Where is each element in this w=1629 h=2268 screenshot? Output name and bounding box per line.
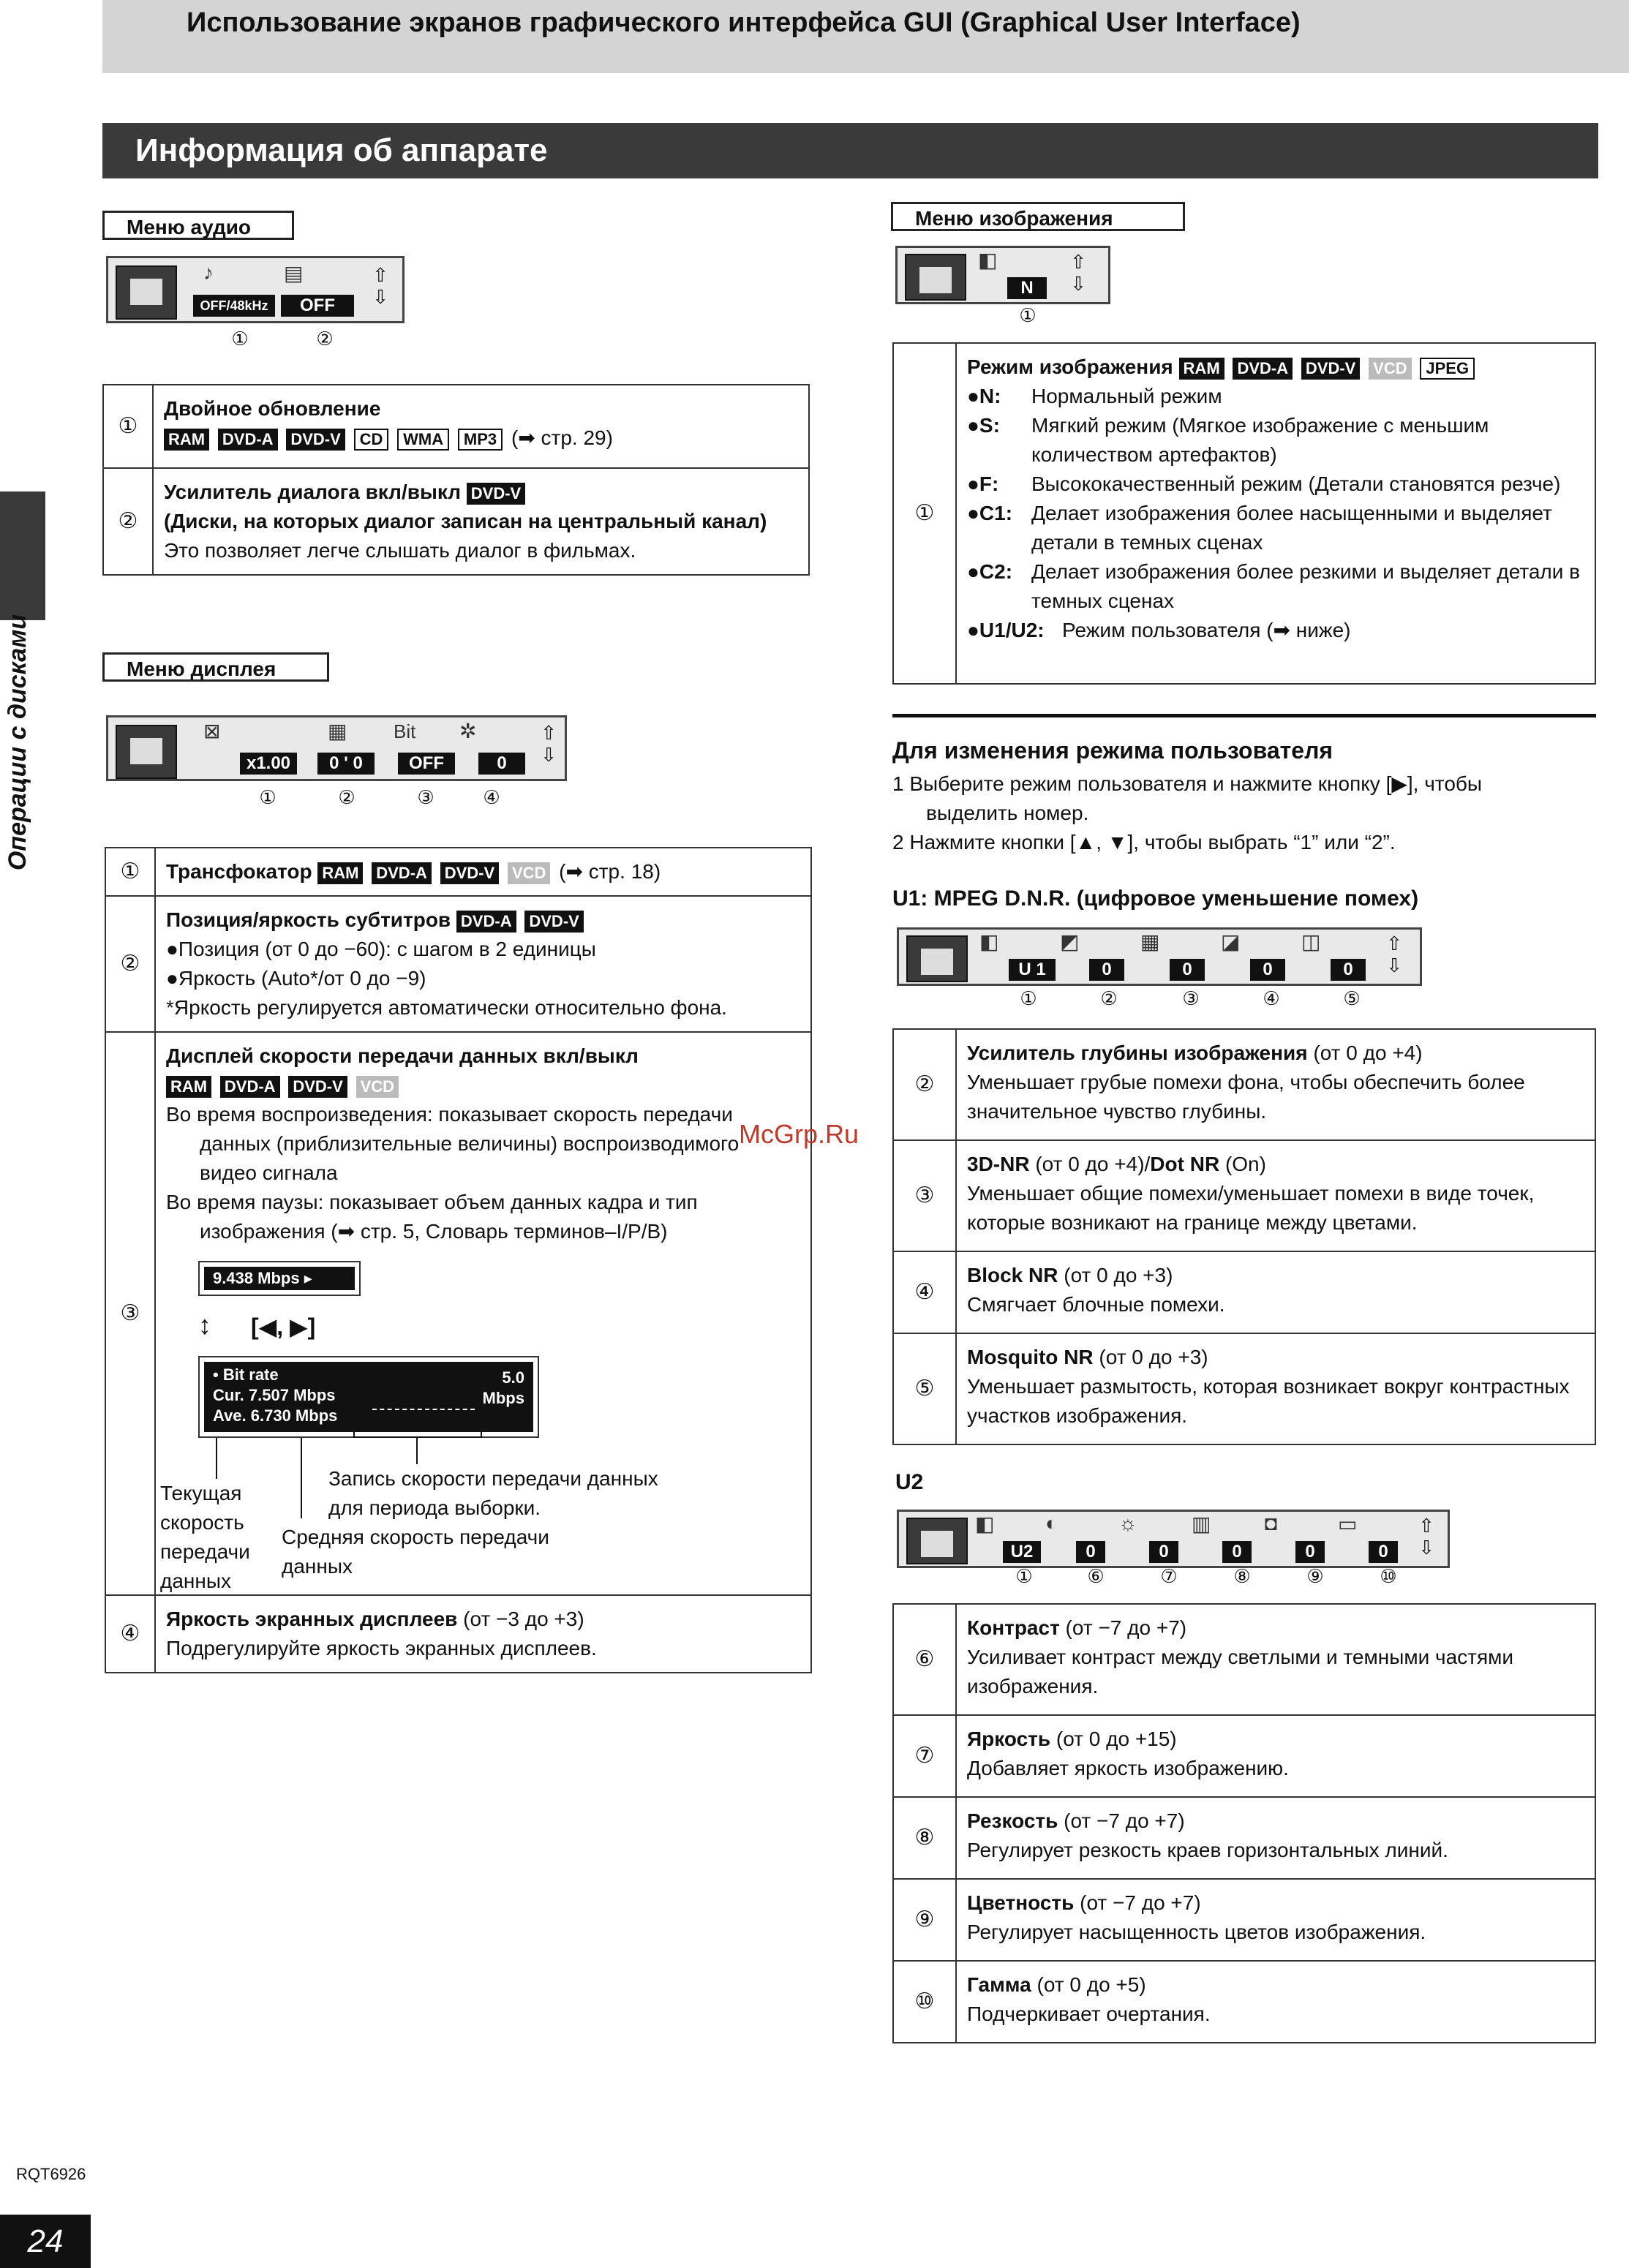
badge: DVD-V (440, 862, 499, 884)
average-bitrate: Ave. 6.730 Mbps (213, 1406, 338, 1425)
u2-value: 0 (1149, 1541, 1178, 1563)
callout-number: ① (1020, 987, 1037, 1009)
badge: DVD-V (288, 1076, 347, 1098)
table-row (893, 1604, 1595, 1715)
row-desc: Регулирует резкость краев горизонтальных линий. (967, 1839, 1448, 1861)
header-title: Использование экранов графического интерфейса GUI (Graphical User Interface) (187, 7, 1301, 38)
row-title: Гамма (967, 1973, 1031, 1996)
picture-icon (906, 1518, 968, 1564)
model-code: RQT6926 (16, 2165, 86, 2183)
page-ref: (➡ стр. 29) (511, 426, 613, 449)
row-title: Дисплей скорости передачи данных вкл/выкл (166, 1044, 639, 1067)
callout-number: ① (1015, 1565, 1033, 1587)
u1-value: 0 (1331, 959, 1366, 981)
row-title: Резкость (967, 1809, 1058, 1832)
divider (892, 714, 1596, 717)
row-desc: Уменьшает грубые помехи фона, чтобы обеспечить более значительное чувство глубины. (967, 1071, 1525, 1123)
row-title: Контраст (967, 1616, 1060, 1639)
callout-number: ⑧ (1233, 1565, 1251, 1587)
step-1: 1 Выберите режим пользователя и нажмите кнопку [▶], чтобы выделить номер. (892, 772, 1483, 824)
picture-icon (905, 254, 966, 301)
row-title: 3D-NR (967, 1153, 1030, 1175)
dual-mono-icon: ♪ (203, 261, 214, 284)
list-item (967, 470, 1584, 499)
section-title: Информация об аппарате (102, 123, 1598, 178)
callout-number: ③ (1182, 987, 1200, 1009)
row-range: (от −7 до +7) (1059, 1616, 1187, 1639)
callout-number: ⑩ (1380, 1565, 1397, 1587)
badge: VCD (1369, 358, 1411, 380)
table-row (893, 1715, 1595, 1797)
badge: DVD-A (456, 911, 516, 933)
row-line: ●Позиция (от 0 до −60): с шагом в 2 единицы (166, 938, 596, 960)
row-title: Усилитель глубины изображения (967, 1041, 1308, 1064)
brightness-icon: ✲ (459, 720, 477, 742)
block-nr-icon: ◪ (1221, 930, 1241, 953)
page-ref: (➡ стр. 18) (559, 860, 661, 883)
row-number: ① (103, 385, 153, 468)
mosquito-nr-icon: ◫ (1301, 930, 1321, 953)
row-desc: Уменьшает размытость, которая возникает вокруг контрастных участков изображения. (967, 1375, 1570, 1427)
table-row (893, 1029, 1595, 1140)
callout-number: ① (259, 786, 276, 808)
table-row (893, 1333, 1595, 1444)
user-mode-title: Для изменения режима пользователя (892, 737, 1333, 764)
badge: DVD-V (286, 429, 345, 451)
side-tab (0, 491, 45, 620)
row-desc: Подчеркивает очертания. (967, 2003, 1211, 2025)
badge: DVD-A (220, 1076, 280, 1098)
list-item (967, 557, 1584, 616)
bitrate-graph (372, 1372, 475, 1410)
badge: MP3 (458, 429, 503, 451)
row-number: ① (893, 343, 956, 684)
brightness-value: 0 (478, 753, 525, 775)
badge: RAM (164, 429, 209, 451)
table-row (103, 468, 809, 575)
item-value: Делает изображения более резкими и выделяет детали в темных сценах (1031, 560, 1581, 612)
row-title: Позиция/яркость субтитров (166, 908, 451, 931)
caption-current: Текущая скорость передачи данных (160, 1482, 250, 1592)
item-key: ●S: (967, 414, 1000, 437)
row-range: (от 0 до +4)/ (1029, 1153, 1151, 1175)
u1-table (892, 1028, 1596, 1445)
watermark: McGrp.Ru (739, 1119, 859, 1149)
badge: DVD-A (372, 862, 432, 884)
row-number: ① (105, 848, 155, 896)
item-value: Делает изображения более насыщенными и выделяет детали в темных сценах (1031, 502, 1552, 554)
bitrate-label: • Bit rate (213, 1365, 279, 1384)
row-title: Dot NR (1150, 1153, 1220, 1175)
caption-record: Запись скорости передачи данных для периода выборки. (328, 1467, 658, 1519)
row-number: ③ (105, 1032, 155, 1595)
row-title: Яркость (967, 1728, 1051, 1750)
u2-value: U2 (1003, 1541, 1041, 1563)
row-title: Mosquito NR (967, 1346, 1094, 1368)
row-para: Во время воспроизведения: показывает скорость передачи данных (приблизительные величины) воспроизводимого видео сигнала (166, 1103, 740, 1184)
table-row (105, 848, 811, 896)
row-range: (On) (1219, 1153, 1266, 1175)
u1-value: 0 (1250, 959, 1285, 981)
callout-number: ② (316, 328, 334, 350)
badge: DVD-A (1233, 358, 1293, 380)
table-row (103, 385, 809, 468)
badge: JPEG (1420, 358, 1475, 380)
audio-gui (106, 256, 405, 323)
zoom-value: x1.00 (240, 753, 297, 775)
mode-icon: ◧ (975, 1512, 995, 1535)
badge: DVD-V (524, 911, 583, 933)
row-title: Block NR (967, 1264, 1058, 1286)
row-desc: Регулирует насыщенность цветов изображения. (967, 1921, 1426, 1943)
callout-number: ⑤ (1343, 987, 1361, 1009)
u2-value: 0 (1369, 1541, 1398, 1563)
row-range: (от −7 до +7) (1058, 1809, 1185, 1832)
item-key: ●C2: (967, 560, 1013, 583)
u1-title: U1: MPEG D.N.R. (цифровое уменьшение помех) (892, 886, 1419, 911)
row-number: ③ (893, 1140, 956, 1251)
row-title: Усилитель диалога вкл/выкл (164, 481, 461, 503)
leader-line (301, 1438, 302, 1518)
row-desc: Подрегулируйте яркость экранных дисплеев. (166, 1637, 597, 1659)
row-desc: Усиливает контраст между светлыми и темными частями изображения. (967, 1646, 1514, 1698)
subtitle-icon: ▦ (328, 720, 347, 742)
badge: RAM (1179, 358, 1224, 380)
badge: VCD (508, 862, 550, 884)
row-number: ④ (893, 1251, 956, 1333)
callout-number: ⑥ (1087, 1565, 1105, 1587)
sharpness-icon: ▥ (1192, 1512, 1211, 1535)
row-range: (от 0 до +15) (1050, 1728, 1177, 1750)
row-number: ⑨ (893, 1879, 956, 1961)
graph-scale: 5.0 (502, 1368, 524, 1387)
table-row (893, 343, 1595, 684)
picture-mode-value: N (1007, 277, 1047, 299)
picture-menu-label: Меню изображения (891, 202, 1185, 231)
row-number: ⑤ (893, 1333, 956, 1444)
callout-number: ④ (483, 786, 500, 808)
contrast-icon: ◐ (1045, 1512, 1058, 1534)
badge: DVD-V (467, 483, 525, 505)
callout-number: ① (1019, 304, 1037, 326)
caption-average: Средняя скорость передачи данных (282, 1526, 549, 1578)
current-bitrate: Cur. 7.507 Mbps (213, 1386, 336, 1404)
item-value: Режим пользователя (➡ ниже) (1062, 619, 1351, 641)
row-desc: Добавляет яркость изображению. (967, 1757, 1289, 1779)
table-row (105, 1595, 811, 1673)
table-row (893, 1140, 1595, 1251)
row-range: (от −3 до +3) (463, 1608, 584, 1630)
row-number: ② (105, 896, 155, 1032)
u1-gui (897, 927, 1422, 986)
brightness-icon: ☼ (1118, 1512, 1137, 1534)
audio-table (102, 384, 810, 576)
callout-number: ② (1100, 987, 1118, 1009)
table-row (893, 1961, 1595, 2043)
row-range: (от −7 до +7) (1074, 1891, 1201, 1914)
badge: DVD-V (1301, 358, 1360, 380)
callout-number: ⑦ (1160, 1565, 1178, 1587)
row-number: ⑥ (893, 1604, 956, 1715)
item-value: Нормальный режим (1031, 385, 1222, 407)
speaker-icon (116, 265, 177, 320)
picture-icon (906, 935, 968, 982)
display-table (105, 847, 812, 1673)
bit-rate-icon: Bit (394, 720, 416, 742)
row-title: Трансфокатор (166, 860, 312, 883)
row-number: ② (893, 1029, 956, 1140)
color-icon: ◘ (1265, 1512, 1277, 1534)
left-right-buttons: [◀, ▶] (251, 1314, 316, 1340)
gamma-icon: ▭ (1338, 1512, 1358, 1535)
depth-icon: ◩ (1060, 930, 1080, 953)
row-desc: Это позволяет легче слышать диалог в фильмах. (164, 539, 636, 562)
row-number: ⑩ (893, 1961, 956, 2043)
u2-table (892, 1603, 1596, 2043)
row-number: ⑦ (893, 1715, 956, 1797)
item-key: ●U1/U2: (967, 619, 1045, 641)
display-icon (116, 725, 177, 779)
item-key: ●C1: (967, 502, 1013, 524)
row-range: (от 0 до +5) (1031, 1973, 1146, 1996)
row-line: ●Яркость (Auto*/от 0 до −9) (166, 967, 426, 990)
callout-number: ③ (417, 786, 434, 808)
row-range: (от 0 до +3) (1058, 1264, 1173, 1286)
table-row (893, 1251, 1595, 1333)
badge: VCD (356, 1076, 399, 1098)
list-item (967, 499, 1584, 557)
u1-value: U 1 (1009, 959, 1056, 981)
up-down-arrow-icon: ⇧ ⇩ (372, 264, 388, 308)
row-note: *Яркость регулируется автоматически относительно фона. (166, 996, 727, 1019)
badge: CD (354, 429, 389, 451)
table-row (105, 1032, 811, 1595)
row-title: Режим изображения (967, 355, 1173, 378)
up-down-arrow-icon: ⇧ ⇩ (1418, 1515, 1434, 1559)
bitrate-small-value: 9.438 Mbps ▸ (204, 1267, 355, 1290)
page-number: 24 (0, 2215, 91, 2268)
callout-number: ⑨ (1306, 1565, 1324, 1587)
row-number: ④ (105, 1595, 155, 1673)
u1-value: 0 (1170, 959, 1205, 981)
bitrate-small-box (198, 1261, 361, 1296)
3dnr-icon: ▦ (1140, 930, 1160, 953)
graph-unit: Mbps (482, 1389, 524, 1407)
zoom-icon: ⊠ (203, 720, 221, 742)
audio-value-1: OFF/48kHz (193, 295, 275, 317)
row-range: (от 0 до +3) (1093, 1346, 1208, 1368)
row-title: Двойное обновление (164, 397, 381, 420)
audio-value-2: OFF (281, 295, 354, 317)
u2-title: U2 (895, 1470, 924, 1494)
badge: RAM (317, 862, 363, 884)
display-menu-label: Меню дисплея (102, 652, 329, 682)
badge: WMA (397, 429, 449, 451)
subtitle-value: 0 ' 0 (317, 753, 375, 775)
list-item (967, 616, 1584, 645)
item-value: Высококачественный режим (Детали становятся резче) (1031, 472, 1561, 495)
row-range: (от 0 до +4) (1307, 1041, 1423, 1064)
row-number: ⑧ (893, 1797, 956, 1879)
badge: RAM (166, 1076, 211, 1098)
table-row (105, 896, 811, 1032)
badge: DVD-A (218, 429, 278, 451)
callout-number: ② (338, 786, 355, 808)
up-down-arrow-icon: ↕ (198, 1310, 211, 1340)
row-number: ② (103, 468, 153, 575)
dialog-icon: ▤ (284, 262, 304, 285)
bitrate-value: OFF (398, 753, 455, 775)
up-down-arrow-icon: ⇧ ⇩ (541, 722, 557, 766)
table-row (893, 1797, 1595, 1879)
item-value: Мягкий режим (Мягкое изображение с меньшим количеством артефактов) (1031, 414, 1489, 466)
row-para: Во время паузы: показывает объем данных кадра и тип изображения (➡ стр. 5, Словарь терминов–I/P/B) (166, 1191, 698, 1243)
picture-gui (895, 246, 1110, 304)
side-text: Операции с дисками (4, 614, 31, 871)
callout-number: ① (231, 328, 249, 350)
item-key: ●F: (967, 472, 999, 495)
u2-gui (897, 1510, 1450, 1568)
list-item (967, 382, 1584, 411)
u2-value: 0 (1295, 1541, 1325, 1563)
mode-icon: ◧ (979, 930, 999, 953)
page-header (102, 0, 1629, 73)
up-down-arrow-icon: ⇧ ⇩ (1386, 933, 1402, 976)
row-title: Цветность (967, 1891, 1075, 1914)
item-key: ●N: (967, 385, 1001, 407)
up-down-arrow-icon: ⇧ ⇩ (1070, 251, 1086, 295)
picture-table (892, 342, 1596, 685)
display-gui (106, 715, 567, 781)
list-item (967, 411, 1584, 470)
picture-mode-icon: ◧ (978, 249, 998, 271)
leader-line (216, 1438, 217, 1479)
row-subtitle: (Диски, на которых диалог записан на центральный канал) (164, 510, 767, 532)
bracket-line (353, 1426, 482, 1438)
table-row (893, 1879, 1595, 1961)
u1-value: 0 (1089, 959, 1124, 981)
audio-menu-label: Меню аудио (102, 211, 294, 240)
leader-line (416, 1436, 418, 1464)
u2-value: 0 (1222, 1541, 1252, 1563)
row-desc: Смягчает блочные помехи. (967, 1293, 1225, 1316)
u2-value: 0 (1076, 1541, 1105, 1563)
row-title: Яркость экранных дисплеев (166, 1608, 458, 1630)
callout-number: ④ (1263, 987, 1280, 1009)
row-desc: Уменьшает общие помехи/уменьшает помехи в виде точек, которые возникают на границе между цветами. (967, 1182, 1535, 1234)
step-2: 2 Нажмите кнопки [▲, ▼], чтобы выбрать “1” или “2”. (892, 831, 1396, 854)
